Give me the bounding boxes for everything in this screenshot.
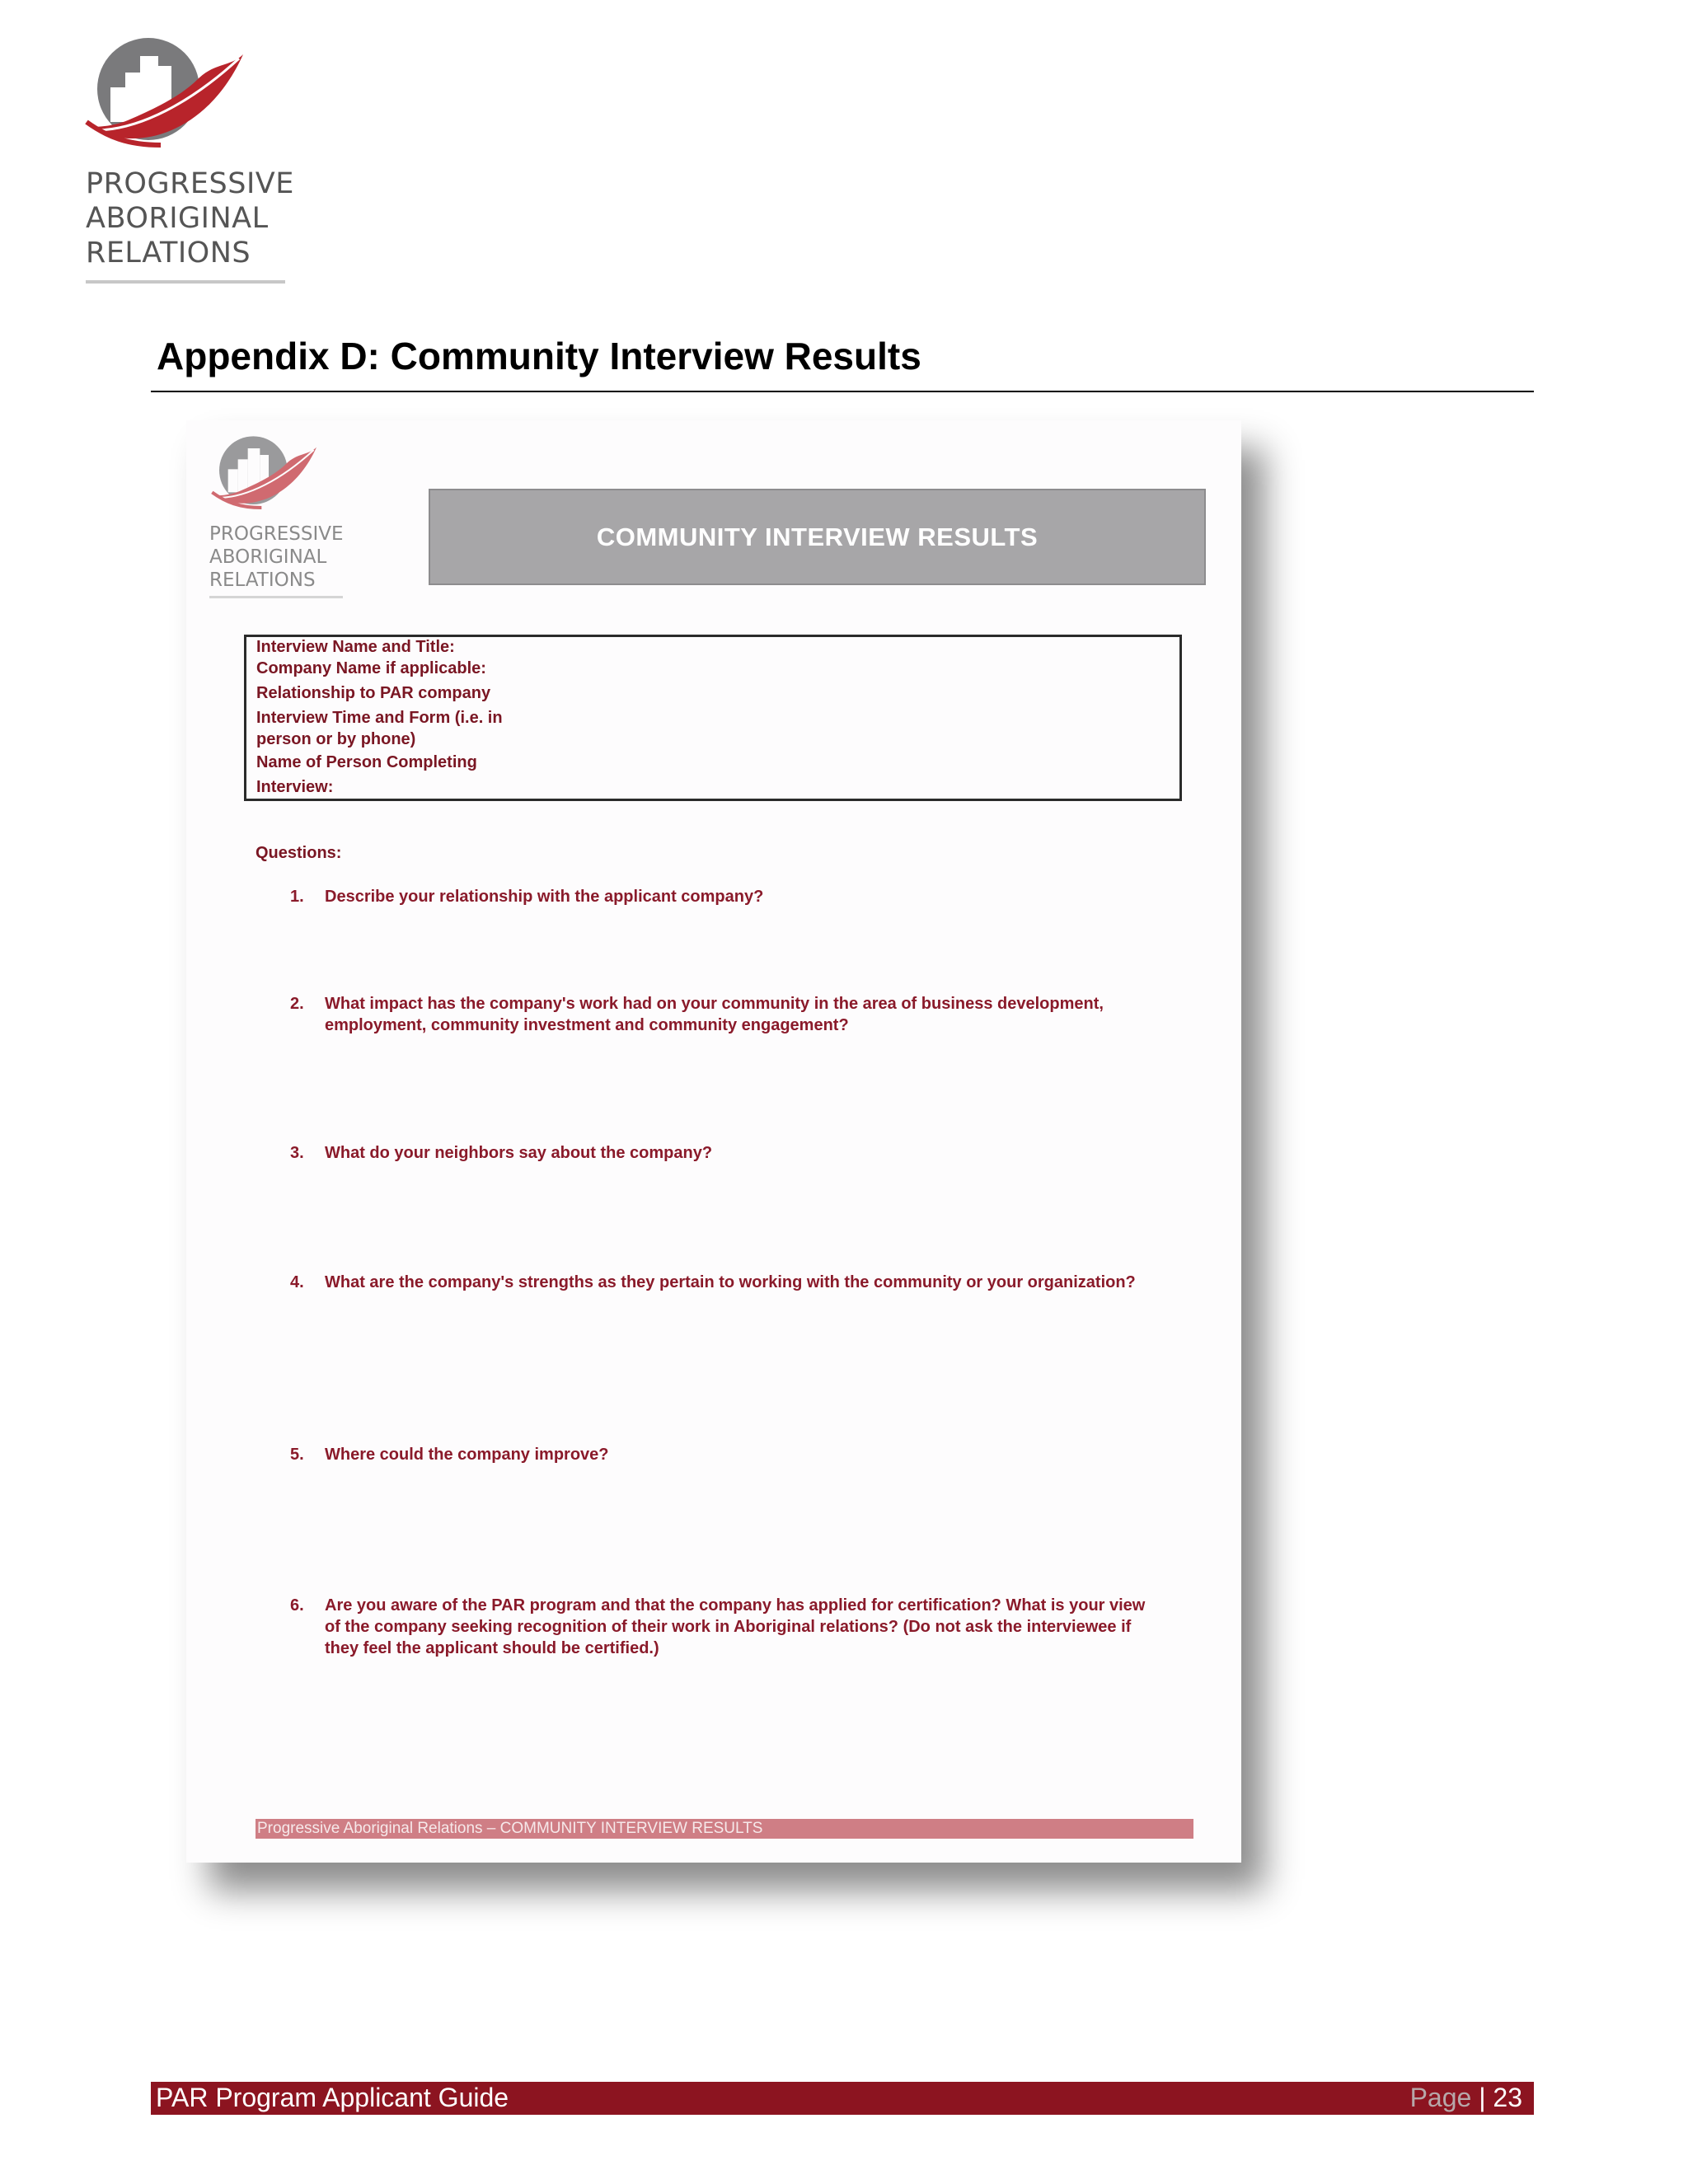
logo-line: ABORIGINAL [86, 202, 269, 235]
question-text: Describe your relationship with the applicant company? [325, 888, 764, 906]
info-label: Name of Person Completing [256, 753, 477, 771]
interview-form-image [186, 420, 1241, 1863]
form-footer [256, 1819, 1193, 1839]
page-number: 23 [1493, 2083, 1522, 2112]
page-title: Appendix D: Community Interview Results [157, 335, 921, 377]
question-number: 3. [290, 1144, 304, 1162]
logo-line: RELATIONS [86, 237, 251, 269]
title-divider [151, 391, 1534, 392]
info-label: Interview Name and Title: [256, 638, 455, 656]
question-text: Are you aware of the PAR program and that the company has applied for certification? What is your view of the company seeking recognition of their work in Aboriginal relations? (Do not ask the interviewee if they feel the applicant should be certified.) [325, 1596, 1146, 1657]
question-item [290, 1444, 1164, 1465]
page-separator: | [1479, 2083, 1486, 2112]
feather-building-icon [209, 430, 325, 519]
questions-heading: Questions: [256, 844, 342, 862]
logo-wordmark [86, 166, 297, 270]
page-number-label [1410, 2083, 1522, 2113]
info-label: Interview Time and Form (i.e. in [256, 709, 503, 727]
form-logo-line: RELATIONS [209, 569, 316, 591]
form-footer-text: Progressive Aboriginal Relations – COMMUNITY INTERVIEW RESULTS [257, 1820, 763, 1837]
question-text: What do your neighbors say about the company? [325, 1144, 713, 1162]
question-item [290, 1595, 1164, 1659]
interview-info-box [244, 635, 1182, 801]
question-item [290, 1272, 1164, 1293]
question-number: 1. [290, 888, 304, 906]
form-logo-line: PROGRESSIVE [209, 523, 344, 545]
logo-line: PROGRESSIVE [86, 167, 294, 200]
info-label: person or by phone) [256, 730, 416, 748]
info-label: Company Name if applicable: [256, 659, 486, 677]
par-logo [82, 30, 297, 284]
question-text: What impact has the company's work had on your community in the area of business development, employment, community investment and community engagement? [325, 995, 1104, 1034]
feather-building-icon [82, 30, 256, 162]
form-title: COMMUNITY INTERVIEW RESULTS [596, 522, 1039, 551]
question-number: 2. [290, 995, 304, 1013]
form-logo-wordmark [209, 523, 358, 592]
question-number: 4. [290, 1273, 304, 1291]
form-logo-line: ABORIGINAL [209, 546, 327, 568]
question-number: 5. [290, 1446, 304, 1464]
logo-underline [86, 280, 285, 284]
question-item [290, 993, 1164, 1036]
form-logo [209, 430, 358, 598]
page-word: Page [1409, 2083, 1472, 2112]
question-item [290, 886, 1164, 907]
question-text: What are the company's strengths as they pertain to working with the community or your organization? [325, 1273, 1136, 1291]
question-number: 6. [290, 1596, 304, 1615]
question-item [290, 1142, 1164, 1164]
form-title-banner [429, 489, 1206, 585]
info-label: Relationship to PAR company [256, 684, 491, 702]
form-logo-underline [209, 596, 343, 598]
info-label: Interview: [256, 778, 334, 796]
page-footer [151, 2082, 1534, 2115]
guide-title: PAR Program Applicant Guide [156, 2083, 509, 2112]
question-text: Where could the company improve? [325, 1446, 609, 1464]
